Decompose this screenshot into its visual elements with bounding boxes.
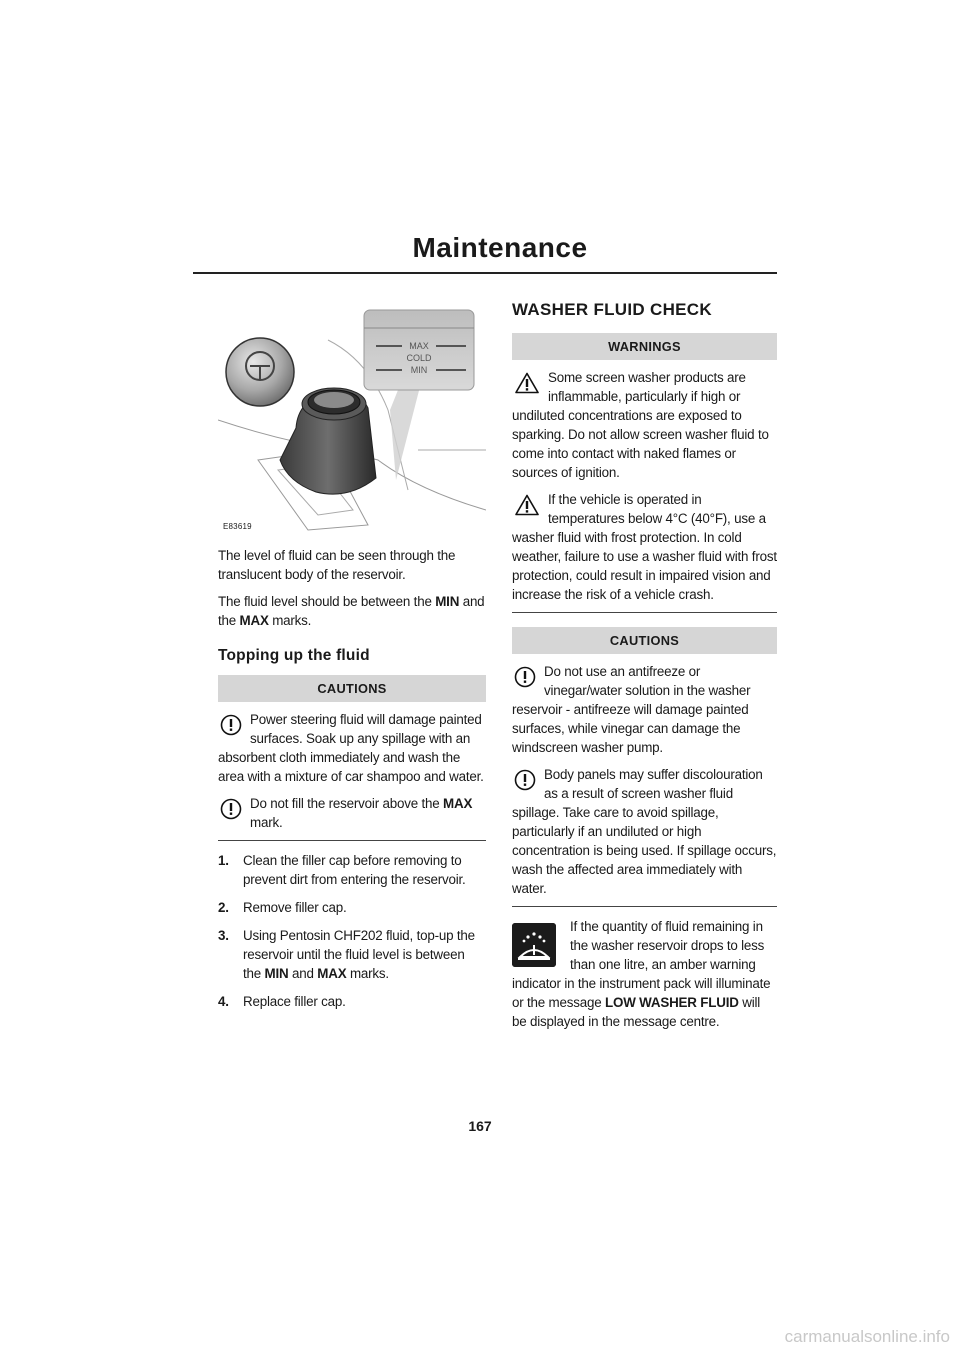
step-item: 4. Replace filler cap. bbox=[218, 994, 346, 1009]
warning-item: If the vehicle is operated in temperatures below 4°C (40°F), use a washer fluid with frost protection. In cold weather, failure to use a washer fluid with frost protection, could result in impaired vision and increase the risk of a vehicle crash. bbox=[512, 492, 777, 602]
step-item: 3. Using Pentosin CHF202 fluid, top-up the reservoir until the fluid level is between the MIN and MAX marks. bbox=[218, 928, 475, 981]
watermark: carmanualsonline.info bbox=[784, 1327, 950, 1346]
subheading-topping-up: Topping up the fluid bbox=[218, 647, 370, 664]
caution-icon bbox=[514, 666, 536, 688]
cautions-end-rule bbox=[218, 840, 486, 841]
left-column bbox=[218, 300, 486, 1020]
caution-icon bbox=[514, 769, 536, 791]
page-title: Maintenance bbox=[412, 232, 588, 263]
cautions-title: CAUTIONS bbox=[218, 675, 486, 702]
warnings-end-rule bbox=[512, 612, 777, 613]
level-mark-min: MIN bbox=[410, 365, 428, 375]
washer-fluid-warning-icon bbox=[512, 923, 556, 967]
intro-paragraph-2: The fluid level should be between the MIN and the MAX marks. bbox=[218, 594, 485, 628]
level-mark-cold: COLD bbox=[406, 353, 432, 363]
caution-item: Body panels may suffer discolouration as a result of screen washer fluid spillage. Take care to avoid spillage, particularly if an undiluted or high concentration is being used. If spillage occurs, wash the affected area immediately with water. bbox=[512, 767, 777, 896]
caution-item: Do not use an antifreeze or vinegar/water solution in the washer reservoir - antifreeze will damage painted surfaces, while vinegar can damage the windscreen washer pump. bbox=[512, 664, 751, 755]
power-steering-reservoir-illustration bbox=[218, 300, 486, 536]
cautions-end-rule bbox=[512, 906, 777, 907]
figure-code: E83619 bbox=[223, 522, 252, 531]
warnings-box bbox=[512, 333, 777, 613]
section-heading-washer-fluid: WASHER FLUID CHECK bbox=[512, 300, 712, 319]
step-item: 1. Clean the filler cap before removing to prevent dirt from entering the reservoir. bbox=[218, 853, 466, 887]
caution-icon bbox=[220, 798, 242, 820]
caution-item: Power steering fluid will damage painted surfaces. Soak up any spillage with an absorbent cloth immediately and wash the area with a mixture of car shampoo and water. bbox=[218, 712, 484, 784]
title-rule bbox=[193, 272, 777, 274]
reservoir-figure bbox=[218, 300, 486, 536]
page-number: 167 bbox=[468, 1118, 492, 1134]
warning-item: Some screen washer products are inflammable, particularly if high or undiluted concentrations are exposed to sparking. Do not allow screen washer fluid to come into contact with naked flames or sources of ignition. bbox=[512, 370, 769, 480]
low-washer-fluid-info: If the quantity of fluid remaining in the washer reservoir drops to less than one litre, an amber warning indicator in the instrument pack will illuminate or the message LOW WASHER FLUID will be displayed in the message centre. bbox=[512, 919, 771, 1029]
steps-list bbox=[218, 851, 486, 1011]
warning-triangle-icon bbox=[514, 494, 540, 516]
caution-icon bbox=[220, 714, 242, 736]
caution-item: Do not fill the reservoir above the MAX mark. bbox=[218, 794, 486, 832]
intro-paragraph-1: The level of fluid can be seen through the translucent body of the reservoir. bbox=[218, 548, 456, 582]
right-column bbox=[512, 300, 777, 1031]
cautions-box bbox=[218, 675, 486, 841]
level-mark-max: MAX bbox=[409, 341, 429, 351]
warnings-title: WARNINGS bbox=[512, 333, 777, 360]
warning-triangle-icon bbox=[514, 372, 540, 394]
step-item: 2. Remove filler cap. bbox=[218, 900, 347, 915]
cautions-box bbox=[512, 627, 777, 907]
cautions-title: CAUTIONS bbox=[512, 627, 777, 654]
